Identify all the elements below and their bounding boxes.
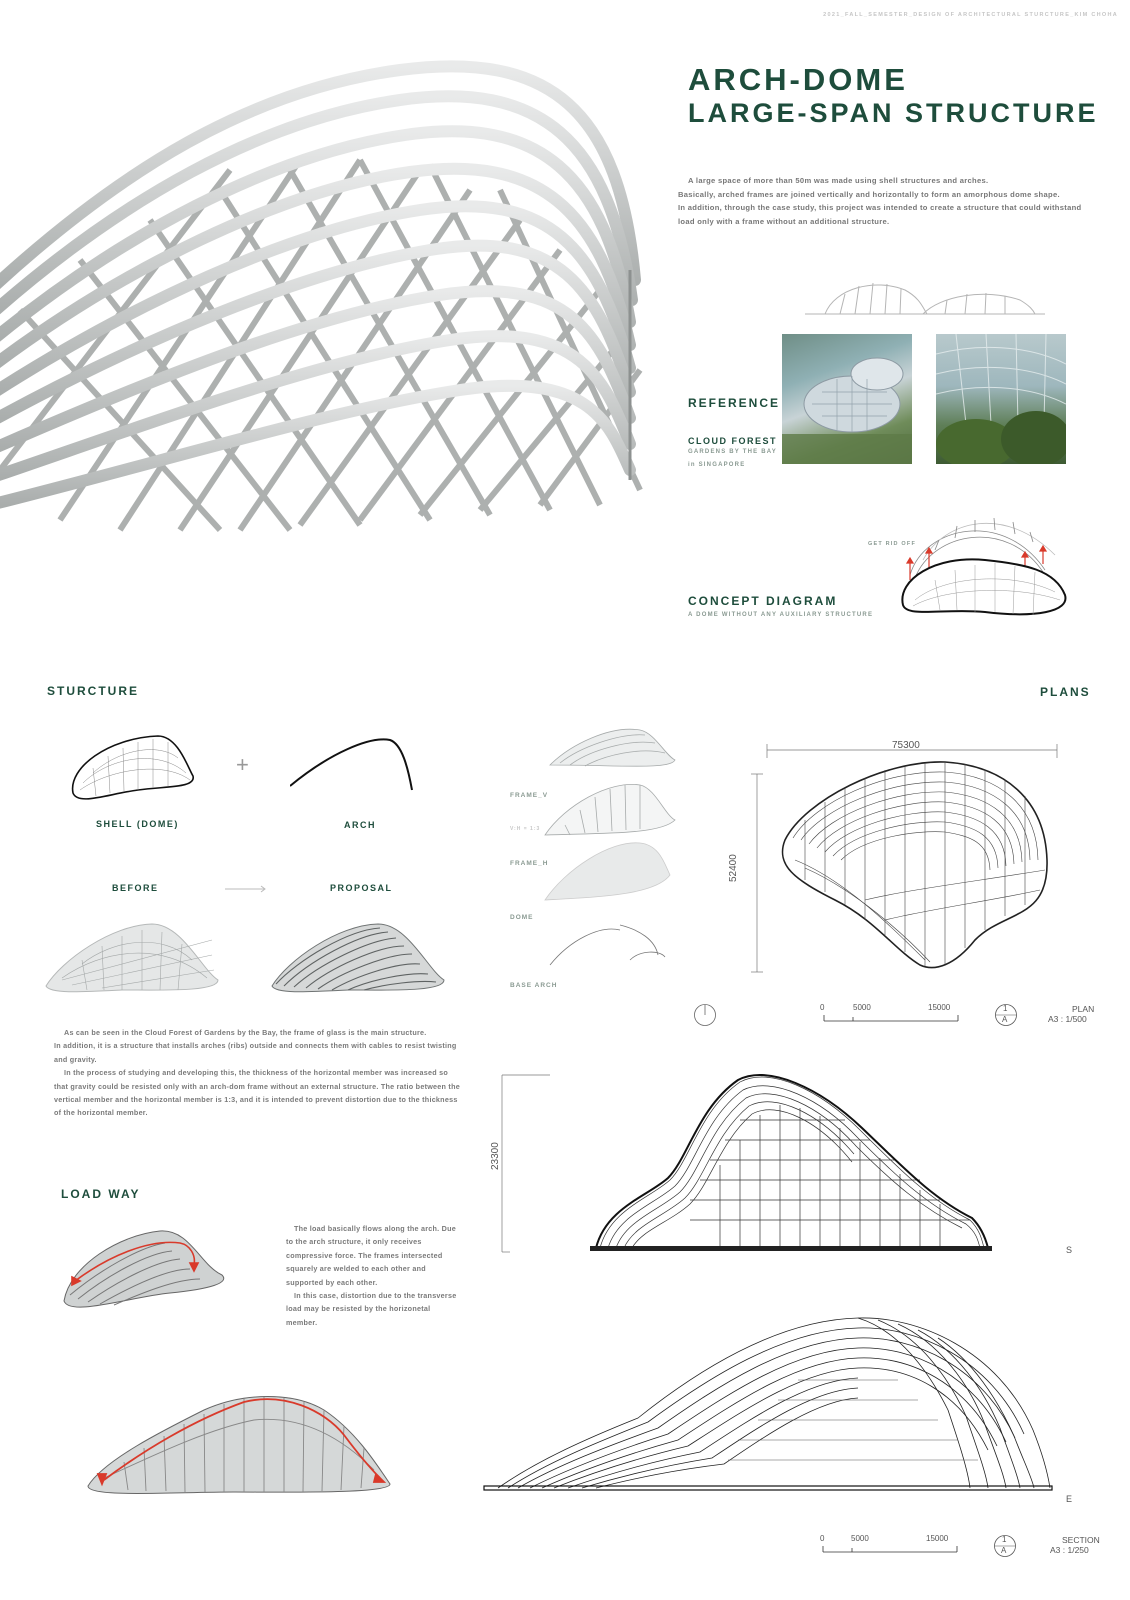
loadway-heading: LOAD WAY (61, 1187, 141, 1201)
reference-location-line: in SINGAPORE (688, 462, 746, 468)
frame-v-label: FRAME_V (510, 792, 549, 799)
plan-label: PLAN (1072, 1004, 1095, 1014)
reference-photo-aerial (782, 334, 912, 464)
exploded-axonometric (540, 725, 700, 985)
loadway-paragraph: In this case, distortion due to the transverse load may be resisted by the horizonetal member. (286, 1291, 457, 1327)
loadway-diagram-1 (60, 1225, 230, 1317)
concept-diagram (895, 500, 1075, 630)
section-scale-tick: 15000 (926, 1534, 949, 1543)
structure-heading: STURCTURE (47, 684, 139, 698)
page-title-line1: ARCH-DOME (688, 62, 908, 97)
section-tag-s: S (1066, 1245, 1073, 1255)
base-arch-label: BASE ARCH (510, 982, 558, 989)
section-label: SECTION (1062, 1535, 1100, 1545)
reference-photo-interior (936, 334, 1066, 464)
shell-dome-sketch (68, 728, 198, 808)
intro-line: Basically, arched frames are joined vertically and horizontally to form an amorphous dome shape. (678, 189, 1060, 199)
plan-scale-tick: 15000 (928, 1003, 951, 1012)
project-caption: 2021_FALL_SEMESTER_DESIGN OF ARCHITECTURAL STURCTURE_KIM CHOHA (823, 12, 1118, 18)
arrow-right-icon (225, 885, 267, 893)
section-s-drawing (500, 1070, 1010, 1260)
concept-annotation: GET RID OFF (868, 541, 917, 547)
plan-ref-letter: A (1002, 1015, 1008, 1024)
plan-ref-number: 1 (1003, 1004, 1008, 1013)
section-ref-letter: A (1001, 1546, 1007, 1555)
intro-line: In addition, through the case study, this project was intended to create a structure that could withstand (678, 203, 1082, 212)
plans-heading: PLANS (1040, 685, 1091, 699)
proposal-label: PROPOSAL (330, 883, 393, 893)
plan-scale-bar (823, 1013, 963, 1023)
reference-location-line: GARDENS BY THE BAY (688, 449, 777, 455)
arch-sketch (290, 728, 420, 798)
loadway-diagram-2 (84, 1390, 394, 1500)
section-scale-tick: 0 (820, 1534, 825, 1543)
plan-scale-tick: 0 (820, 1003, 825, 1012)
intro-text (678, 174, 1098, 228)
section-height-dimension: 23300 (490, 1142, 501, 1170)
hero-render (0, 50, 650, 570)
section-scale-bar (822, 1544, 962, 1554)
plan-drawing (745, 740, 1065, 980)
dome-label: DOME (510, 914, 534, 921)
loadway-description (286, 1222, 458, 1329)
section-e-drawing (478, 1310, 1058, 1495)
frame-h-label: FRAME_H (510, 860, 549, 867)
loadway-paragraph: The load basically flows along the arch. Due to the arch structure, it only receives compressive force. The frames intersected squarely are welded to each other and supported by each other. (286, 1224, 456, 1287)
structure-paragraph: As can be seen in the Cloud Forest of Gardens by the Bay, the frame of glass is the main structure. (64, 1028, 427, 1037)
plan-scale-tick: 5000 (853, 1003, 871, 1012)
intro-line: A large space of more than 50m was made using shell structures and arches. (688, 176, 989, 185)
structure-paragraph: In the process of studying and developing this, the thickness of the horizontal member was increased so that gravity could be resisted only with an arch-dom frame without an external structure. The ratio between the vertical member and the horizontal member is 1:3, and it is intended to prevent distortion due to the thickness of the horizontal member. (54, 1068, 460, 1118)
before-label: BEFORE (112, 883, 159, 893)
proposal-render (268, 920, 448, 996)
arch-label: ARCH (344, 820, 376, 830)
structure-paragraph: In addition, it is a structure that installs arches (ribs) outside and connects them with cables to resist twisting and gravity. (54, 1041, 457, 1064)
reference-elevation-sketch (805, 278, 1045, 322)
concept-heading: CONCEPT DIAGRAM (688, 594, 838, 608)
concept-subtitle: A DOME WITHOUT ANY AUXILIARY STRUCTURE (688, 612, 874, 618)
section-ref-number: 1 (1002, 1535, 1007, 1544)
section-scale-label: A3 : 1/250 (1050, 1545, 1089, 1555)
north-arrow-icon (693, 1003, 717, 1027)
structure-description (54, 1026, 464, 1120)
ratio-label: V:H = 1:3 (510, 826, 541, 832)
plus-sign: + (236, 752, 249, 777)
shell-dome-label: SHELL (DOME) (96, 819, 179, 829)
intro-line: load only with a frame without an additional structure. (678, 216, 890, 226)
section-scale-tick: 5000 (851, 1534, 869, 1543)
before-render (42, 920, 222, 996)
page-title-line2: LARGE-SPAN STRUCTURE (688, 98, 1099, 128)
reference-heading: REFERENCE (688, 396, 781, 410)
plan-height-dimension: 52400 (728, 854, 739, 882)
plan-scale-label: A3 : 1/500 (1048, 1014, 1087, 1024)
plan-width-dimension: 75300 (892, 740, 920, 751)
reference-subject: CLOUD FOREST (688, 436, 777, 446)
section-tag-e: E (1066, 1494, 1073, 1504)
